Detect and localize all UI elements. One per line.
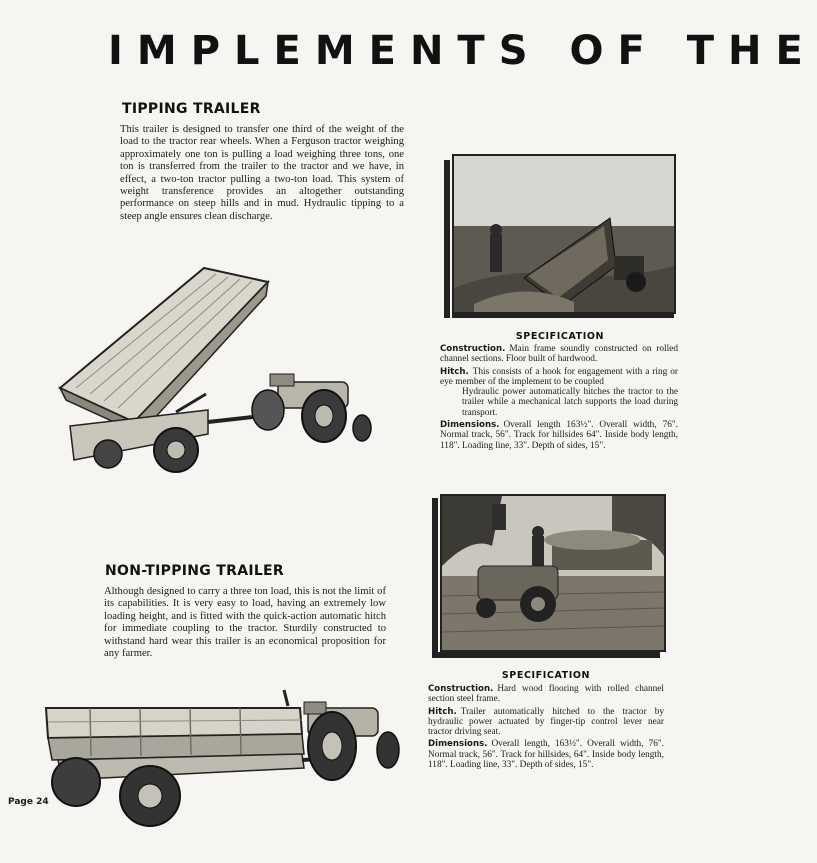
tipping-trailer-description: This trailer is designed to transfer one third of the weight of the load to the tractor rear wheels. When a Ferguson tractor weighing approximately one ton is pulling a load weighing three tons, one ton is transferred from the trailer to the tractor and we have, in effect, a two-ton tractor pulling a two-ton load. This system of weight transference provides an altogether outstanding performance on steep hills and in mud. Hydraulic tipping to a steep angle ensures clean discharge. <box>120 124 404 222</box>
tipping-trailer-title: TIPPING TRAILER <box>122 101 261 117</box>
photo-shadow <box>444 160 450 318</box>
non-tipping-specification <box>428 684 664 772</box>
tipping-trailer-illustration <box>56 262 376 484</box>
construction-text: Hard wood flooring with rolled channel section steel frame. <box>428 684 664 705</box>
tipping-spec-heading: SPECIFICATION <box>515 331 605 342</box>
construction-text: Main frame soundly constructed on rolled channel sections. Floor built of hardwood. <box>440 344 678 365</box>
dimensions-text: Overall length 163½". Overall width, 76". Normal track, 56". Track for hillsides 64". Inside body length, 118". Loading line, 33". Depth of sides, 15". <box>440 420 678 451</box>
hitch-text-continued: Hydraulic power automatically hitches the tractor to the trailer while a mechanical latch supports the load during transport. <box>462 387 678 418</box>
hitch-label: Hitch. <box>440 366 469 377</box>
photo-shadow <box>432 498 438 658</box>
page-headline: IMPLEMENTS OF THE <box>108 28 817 74</box>
page-number: Page 24 <box>8 797 49 807</box>
tipping-specification <box>440 344 678 453</box>
construction-label: Construction. <box>428 684 494 694</box>
construction-label: Construction. <box>440 344 506 354</box>
tipping-trailer-photo <box>452 154 676 314</box>
non-tipping-trailer-description: Although designed to carry a three ton load, this is not the limit of its capabilities. It is very easy to load, having an extremely low loading height, and is fitted with the quick-action automatic hitch for immediate coupling to the tractor. Sturdily constructed to withstand hard wear this trailer is an economical proposition for any farmer. <box>104 586 386 660</box>
hitch-text: This consists of a hook for engagement with a ring or eye member of the implement to be coupled <box>440 366 678 387</box>
dimensions-label: Dimensions. <box>428 739 488 750</box>
hitch-text: Trailer automatically hitched to the tractor by hydraulic power actuated by finger-tip control lever near tractor driving seat. <box>428 706 664 738</box>
dimensions-label: Dimensions. <box>440 420 500 431</box>
non-tipping-spec-heading: SPECIFICATION <box>501 670 591 681</box>
non-tipping-trailer-photo <box>440 494 666 652</box>
non-tipping-trailer-title: NON-TIPPING TRAILER <box>105 563 284 579</box>
non-tipping-trailer-illustration <box>40 688 406 832</box>
dimensions-text: Overall length, 163½". Overall width, 76". Normal track, 56". Track for hillsides, 64". Inside body length, 118". Loading line, 33". Depth of sides, 15". <box>428 739 664 771</box>
hitch-label: Hitch. <box>428 706 457 717</box>
